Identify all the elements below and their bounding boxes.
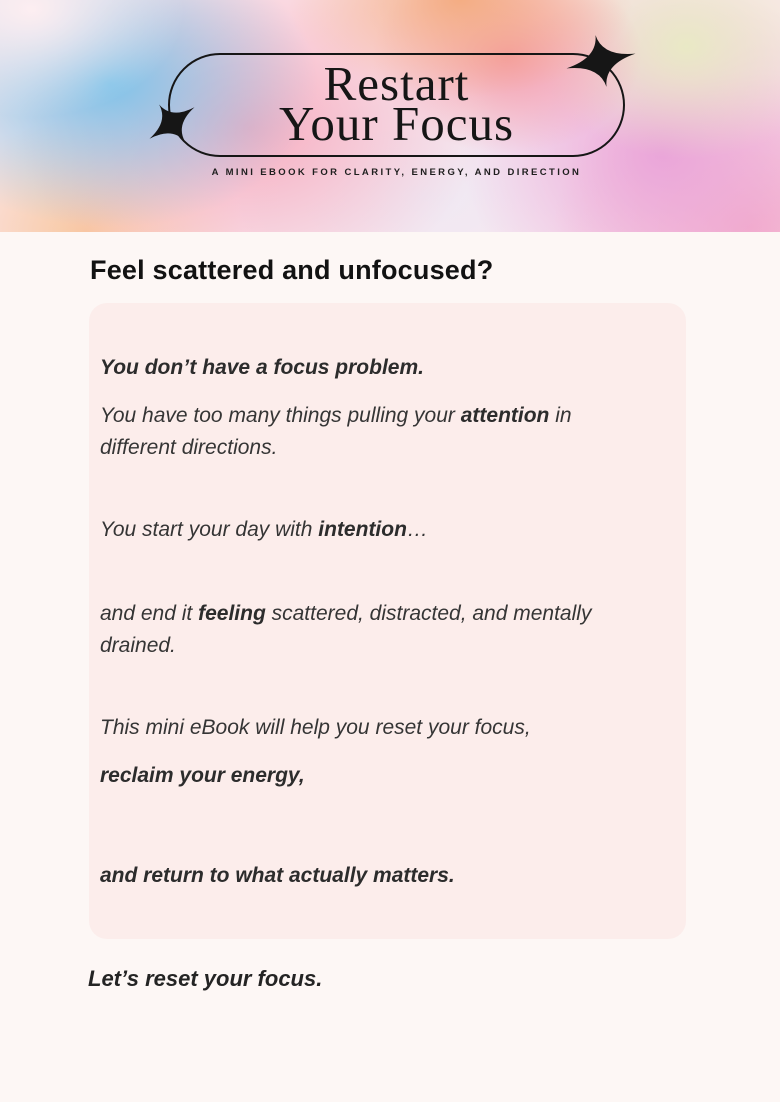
card-paragraph	[100, 352, 640, 384]
section-heading: Feel scattered and unfocused?	[90, 255, 494, 285]
sparkle-right-icon	[560, 27, 642, 95]
closing-line: Let’s reset your focus.	[88, 966, 323, 991]
emphasis-text: feeling	[198, 602, 266, 625]
card-paragraph	[100, 598, 640, 662]
cover-header	[0, 0, 780, 232]
card-paragraph	[100, 400, 640, 464]
card-paragraph	[100, 514, 640, 546]
body-text: in different directions.	[100, 404, 572, 459]
card-paragraph	[100, 712, 640, 744]
body-text: You have too many things pulling your	[100, 404, 461, 427]
cover-tagline: A MINI EBOOK FOR CLARITY, ENERGY, AND DIRECTION	[211, 167, 582, 178]
emphasis-text: You don’t have a focus problem.	[100, 356, 424, 379]
body-text: …	[406, 518, 428, 541]
page-content	[0, 232, 780, 994]
body-text: and end it	[100, 602, 199, 625]
title-line-1: Restart	[323, 56, 470, 111]
title-frame	[168, 53, 625, 157]
title-line-2: Your Focus	[278, 96, 515, 151]
body-text: You start your day with	[100, 518, 319, 541]
body-text: This mini eBook will help you reset your focus,	[100, 716, 531, 739]
page-title	[170, 55, 623, 151]
emphasis-text: and return to what actually matters.	[100, 864, 455, 887]
emphasis-text: reclaim your energy,	[100, 764, 305, 787]
card-paragraph	[100, 860, 640, 892]
body-text: scattered, distracted, and mentally drained.	[100, 602, 592, 657]
emphasis-text: attention	[460, 404, 550, 427]
card-paragraph	[100, 760, 640, 792]
intro-card	[89, 303, 686, 939]
emphasis-text: intention	[318, 518, 407, 541]
